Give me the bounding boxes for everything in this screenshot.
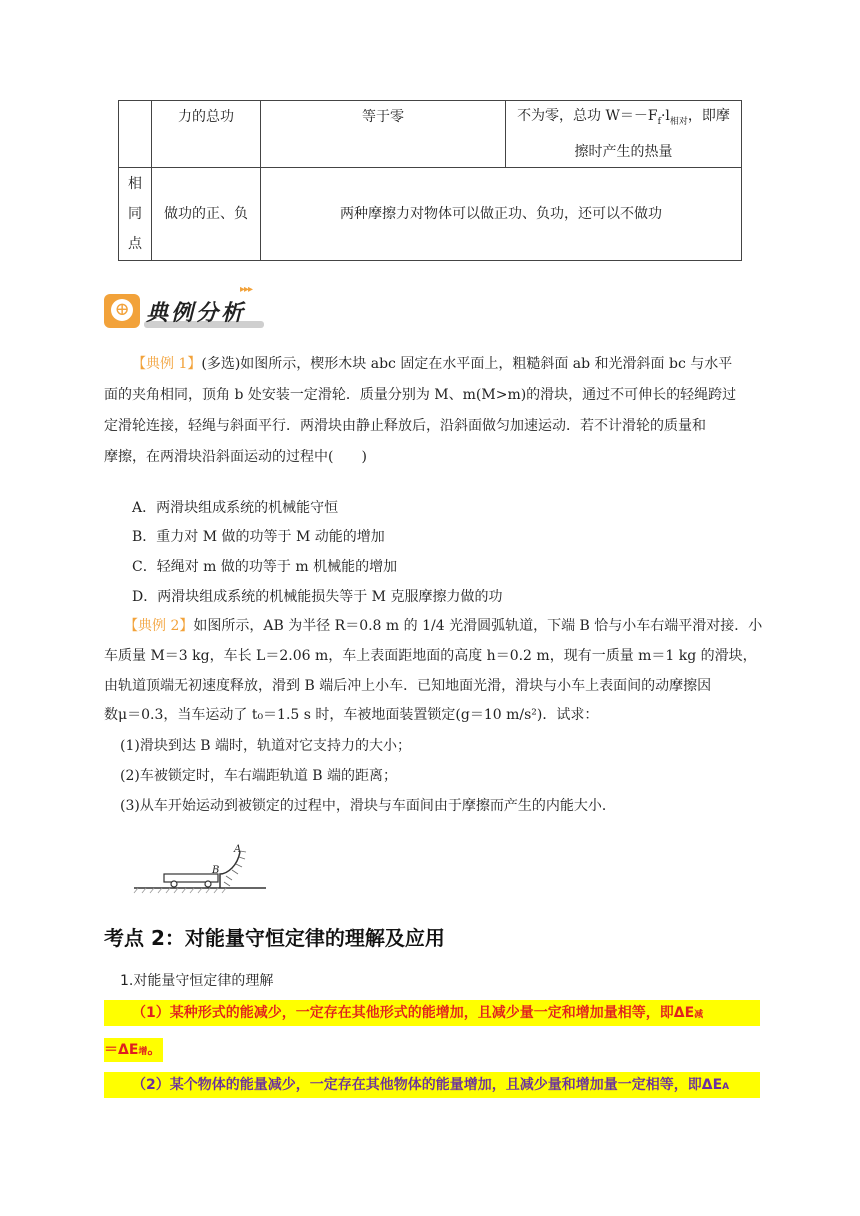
highlight-point1 [104, 1000, 760, 1026]
comparison-table [118, 100, 742, 261]
point1-cont: ＝ΔE [104, 1042, 139, 1058]
label-b: B [212, 865, 220, 876]
point1-text: （1）某种形式的能减少，一定存在其他形式的能增加，且减少量一定和增加量相等，即ΔE [132, 1005, 695, 1021]
table-cell-kinetic [506, 101, 742, 168]
example2-tag: 【典例 2】 [124, 618, 194, 634]
section-title: 考点 2：对能量守恒定律的理解及应用 [104, 926, 445, 950]
option-item: B．重力对 M 做的功等于 M 动能的增加 [132, 529, 385, 545]
example1-line: 面的夹角相同，顶角 b 处安装一定滑轮．质量分别为 M、m(M>m)的滑块，通过不可伸长的轻绳跨过 [104, 387, 737, 403]
question-item: (1)滑块到达 B 端时，轨道对它支持力的大小； [120, 738, 412, 754]
option-item: C．轻绳对 m 做的功等于 m 机械能的增加 [132, 559, 398, 575]
example2-text: 如图所示，AB 为半径 R＝0.8 m 的 1/4 光滑圆弧轨道，下端 B 恰与小车右端平滑对接．小 [193, 618, 763, 634]
kinetic-tail: ，即摩 [687, 108, 730, 124]
group-char: 点 [128, 235, 142, 252]
highlight-point1-cont [104, 1038, 163, 1062]
example2-line [124, 612, 762, 640]
kinetic-mid: ·l [660, 108, 670, 124]
table-cell-label: 做功的正、负 [152, 167, 261, 260]
arrows-icon: ▸▸▸ [240, 284, 253, 295]
kinetic-text: 不为零，总功 W＝－F [517, 108, 658, 124]
arc-track [220, 852, 240, 888]
table-cell-static: 等于零 [261, 101, 506, 168]
cart-body [164, 874, 218, 882]
cart-wheel [205, 881, 211, 887]
example2-line: 数μ＝0.3，当车运动了 t₀＝1.5 s 时，车被地面装置锁定(g＝10 m/s²)．试求： [104, 707, 599, 723]
example2-line: 车质量 M＝3 kg，车长 L＝2.06 m，车上表面距地面的高度 h＝0.2 m，现有一质量 m＝1 kg 的滑块， [104, 648, 757, 664]
highlight-point2 [104, 1072, 760, 1098]
arc-hatch [224, 851, 246, 886]
point1-sub2: 增 [138, 1047, 148, 1057]
question-item: (3)从车开始运动到被锁定的过程中，滑块与车面间由于摩擦而产生的内能大小． [120, 798, 616, 814]
point2-text: （2）某个物体的能量减少，一定存在其他物体的能量增加，且减少量和增加量一定相等，即ΔE [132, 1077, 723, 1093]
point1-sub: 减 [694, 1010, 704, 1020]
banner-badge [104, 294, 140, 328]
section-subtitle: 1.对能量守恒定律的理解 [120, 973, 274, 989]
table-row [119, 167, 742, 260]
example1-line: 定滑轮连接，轻绳与斜面平行．两滑块由静止释放后，沿斜面做匀加速运动．若不计滑轮的质量和 [104, 418, 706, 434]
point2-sub: A [722, 1082, 730, 1092]
cart-wheel [171, 881, 177, 887]
globe-icon: ⊕ [111, 299, 133, 321]
table-cell-label: 力的总功 [152, 101, 261, 168]
table-cell-empty [119, 101, 152, 168]
label-a: A [234, 844, 242, 855]
point1-end: 。 [147, 1042, 162, 1058]
question-item: (2)车被锁定时，车右端距轨道 B 端的距离； [120, 768, 398, 784]
group-char: 同 [128, 205, 142, 222]
sub-rel: 相对 [669, 116, 688, 127]
option-item: D．两滑块组成系统的机械能损失等于 M 克服摩擦力做的功 [132, 589, 503, 605]
example1-text: (多选)如图所示，楔形木块 abc 固定在水平面上，粗糙斜面 ab 和光滑斜面 bc 与水平 [201, 356, 733, 372]
example1-line [132, 350, 732, 378]
option-item: A．两滑块组成系统的机械能守恒 [132, 500, 339, 516]
example2-line: 由轨道顶端无初速度释放，滑到 B 端后冲上小车．已知地面光滑，滑块与小车上表面间的动摩擦因 [104, 678, 712, 694]
banner-title: 典例分析 [146, 300, 247, 326]
sub-f: f [657, 116, 661, 127]
section-banner [104, 284, 264, 330]
table-row [119, 101, 742, 168]
kinetic-line2: 擦时产生的热量 [574, 143, 673, 160]
table-cell-value: 两种摩擦力对物体可以做正功、负功，还可以不做功 [261, 167, 742, 260]
example1-tag: 【典例 1】 [132, 356, 202, 372]
group-char: 相 [128, 175, 142, 192]
cart-track-figure [130, 842, 270, 894]
example1-line: 摩擦，在两滑块沿斜面运动的过程中( ) [104, 449, 367, 465]
table-cell-group [119, 167, 152, 260]
